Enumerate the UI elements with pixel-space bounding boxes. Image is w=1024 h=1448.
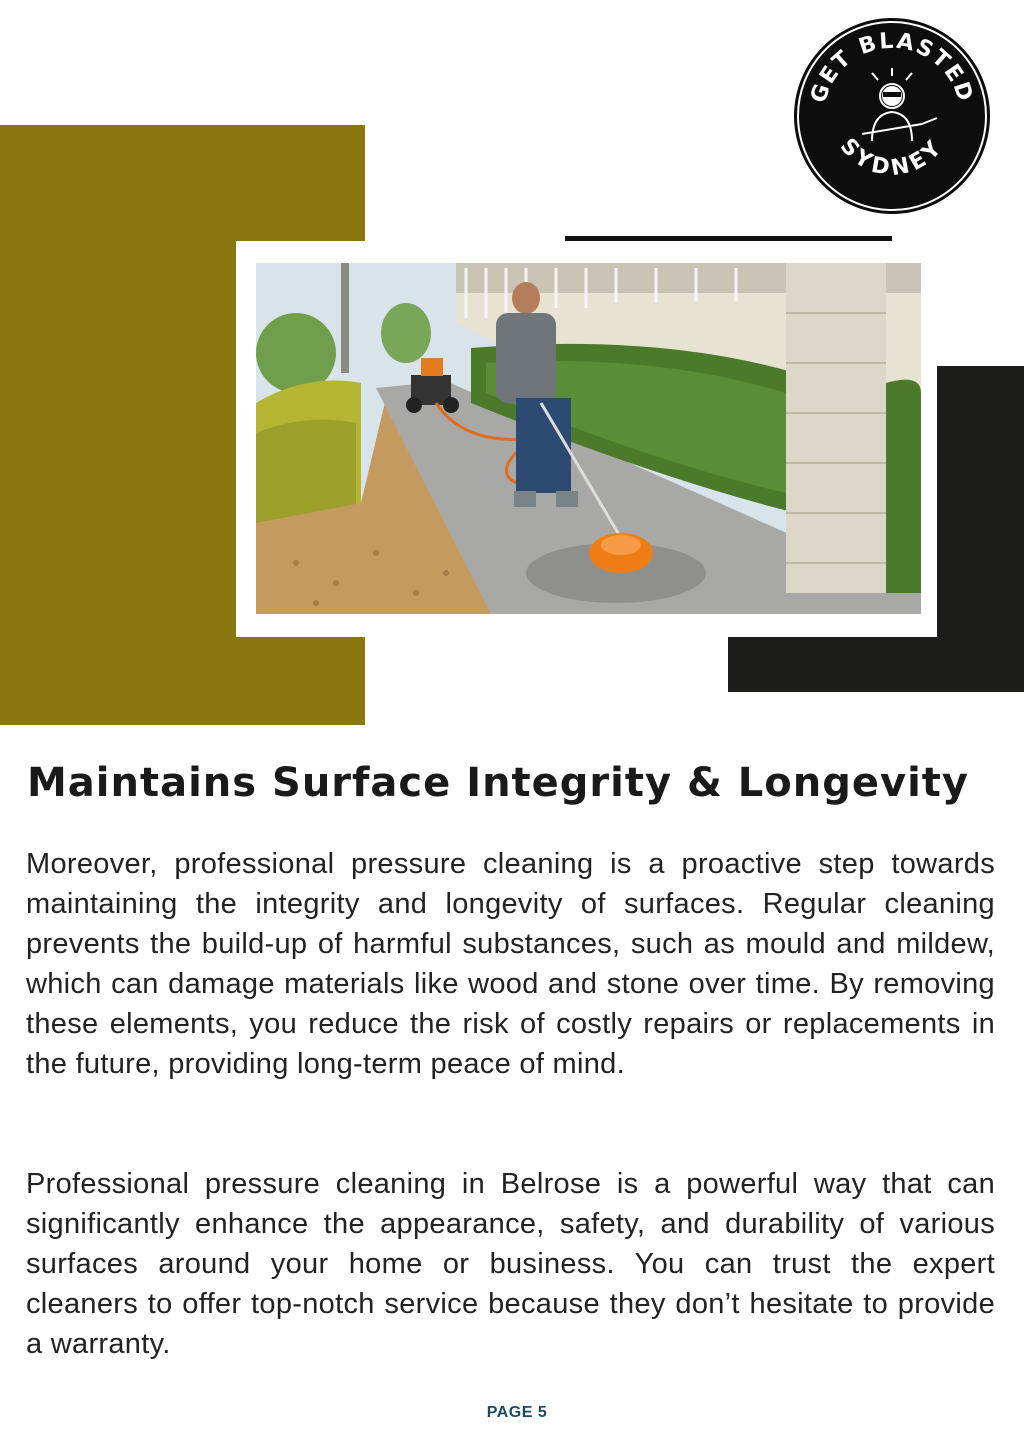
photo-frame [236, 241, 937, 637]
logo-seal [792, 16, 992, 216]
photo-illustration [256, 263, 921, 614]
get-blasted-sydney-logo [792, 16, 992, 216]
section-heading: Maintains Surface Integrity & Longevity [27, 760, 969, 806]
body-paragraph-1: Moreover, professional pressure cleaning is a proactive step towards maintaining the integrity and longevity of surfaces. Regular cleaning prevents the build-up of harmful substances, such as mould and mildew, which can damage materials like wood and stone over time. By removing these elements, you reduce the risk of costly repairs or replacements in the future, providing long-term peace of mind. [26, 848, 995, 1080]
page-number: PAGE 5 [486, 1404, 548, 1421]
body-paragraph-2: Professional pressure cleaning in Belrose is a powerful way that can significantly enhance the appearance, safety, and durability of various surfaces around your home or business. You can trust the expert cleaners to offer top-notch service because they don’t hesitate to provide a warranty. [26, 1168, 995, 1360]
svg-text:SYDNEY: SYDNEY [834, 133, 950, 182]
svg-text:GET BLASTED: GET BLASTED [806, 28, 978, 107]
pressure-washer-photo [256, 263, 921, 614]
